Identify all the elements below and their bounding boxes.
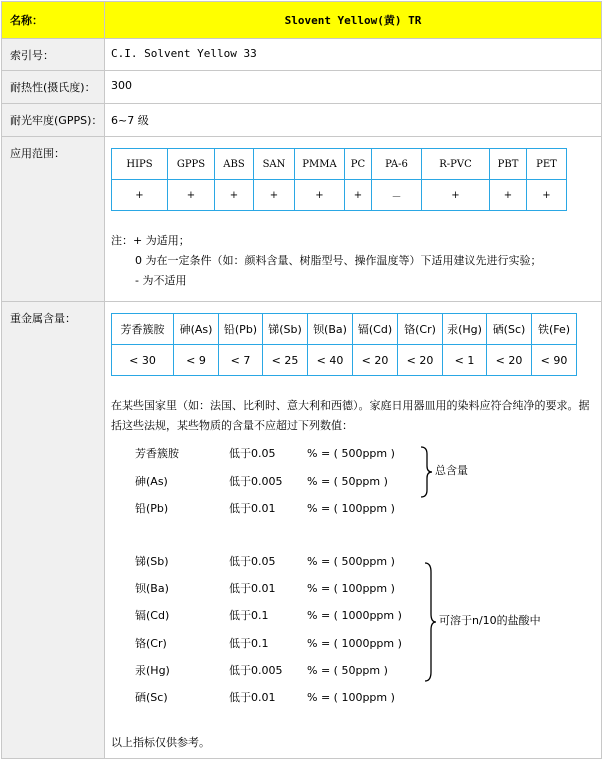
- app-value: +: [215, 180, 254, 211]
- header-row: [2, 2, 602, 39]
- metal-value: < 20: [487, 345, 532, 376]
- limit-ppm: % = ( 100ppm ): [307, 502, 395, 515]
- app-header: ABS: [215, 149, 254, 180]
- app-value: +: [422, 180, 490, 211]
- metal-header: 砷(As): [174, 314, 219, 345]
- app-value: +: [345, 180, 372, 211]
- light-row: [2, 104, 602, 137]
- metal-value: < 20: [353, 345, 398, 376]
- note-line: 注：+ 为适用；: [111, 234, 190, 247]
- brace-icon: [423, 562, 437, 682]
- app-value: －: [372, 180, 422, 211]
- app-value: +: [112, 180, 168, 211]
- metal-value: < 9: [174, 345, 219, 376]
- group-label-total: 总含量: [435, 464, 468, 477]
- limit-name: 汞(Hg): [135, 664, 170, 677]
- limit-value: 低于0.005: [229, 664, 283, 677]
- footer-note: 以上指标仅供参考。: [111, 736, 210, 749]
- limit-name: 铅(Pb): [135, 502, 169, 515]
- light-value: 6~7 级: [105, 104, 602, 137]
- spec-table: [1, 1, 602, 759]
- limit-value: 低于0.1: [229, 637, 269, 650]
- app-header: R-PVC: [422, 149, 490, 180]
- metals-table: [111, 313, 577, 376]
- brace-icon: [419, 446, 433, 498]
- limit-ppm: % = ( 1000ppm ): [307, 609, 402, 622]
- limit-name: 镉(Cd): [135, 609, 170, 622]
- limit-name: 砷(As): [135, 475, 168, 488]
- metal-value: < 20: [398, 345, 443, 376]
- note-line: - 为不适用: [135, 274, 187, 287]
- metal-value: < 25: [263, 345, 308, 376]
- metal-header: 硒(Sc): [487, 314, 532, 345]
- app-header: SAN: [254, 149, 295, 180]
- application-label: 应用范围：: [2, 137, 105, 302]
- index-row: [2, 39, 602, 71]
- limit-value: 低于0.005: [229, 475, 283, 488]
- app-header: PA-6: [372, 149, 422, 180]
- limit-ppm: % = ( 500ppm ): [307, 555, 395, 568]
- application-notes: [111, 231, 601, 291]
- product-title: Slovent Yellow(黄) TR: [105, 2, 602, 39]
- metal-value: < 90: [532, 345, 577, 376]
- metals-cell: [105, 302, 602, 759]
- metal-value: < 1: [443, 345, 487, 376]
- limit-value: 低于0.05: [229, 555, 276, 568]
- app-value: +: [168, 180, 215, 211]
- limit-value: 低于0.01: [229, 691, 276, 704]
- app-header: PC: [345, 149, 372, 180]
- limit-value: 低于0.01: [229, 582, 276, 595]
- app-header: PMMA: [295, 149, 345, 180]
- limits-list: [111, 444, 601, 726]
- limit-name: 硒(Sc): [135, 691, 168, 704]
- metal-header: 芳香簇胺: [112, 314, 174, 345]
- metals-header-row: [112, 314, 577, 345]
- limit-ppm: % = ( 1000ppm ): [307, 637, 402, 650]
- app-value: +: [295, 180, 345, 211]
- app-value: +: [527, 180, 567, 211]
- index-value: C.I. Solvent Yellow 33: [105, 39, 602, 71]
- limit-ppm: % = ( 100ppm ): [307, 691, 395, 704]
- regulation-paragraph: 在某些国家里（如：法国、比利时、意大利和西德）。家庭日用器皿用的染料应符合纯净的要求。据括这些法规，某些物质的含量不应超过下列数值：: [111, 399, 590, 432]
- app-header: PBT: [490, 149, 527, 180]
- heat-value: 300: [105, 71, 602, 104]
- application-header-row: [112, 149, 567, 180]
- metal-header: 铬(Cr): [398, 314, 443, 345]
- metals-label: 重金属含量：: [2, 302, 105, 759]
- limit-name: 钡(Ba): [135, 582, 169, 595]
- limit-value: 低于0.01: [229, 502, 276, 515]
- light-label: 耐光牢度(GPPS)：: [2, 104, 105, 137]
- metal-header: 锑(Sb): [263, 314, 308, 345]
- metal-header: 镉(Cd): [353, 314, 398, 345]
- metal-value: < 30: [112, 345, 174, 376]
- group-label-soluble: 可溶于n/10的盐酸中: [439, 614, 541, 627]
- limit-name: 锑(Sb): [135, 555, 169, 568]
- index-label: 索引号：: [2, 39, 105, 71]
- application-row: [2, 137, 602, 302]
- heat-row: [2, 71, 602, 104]
- note-line: 0 为在一定条件（如：颜料含量、树脂型号、操作温度等）下适用建议先进行实验；: [135, 254, 542, 267]
- metal-header: 铅(Pb): [219, 314, 263, 345]
- app-header: HIPS: [112, 149, 168, 180]
- app-value: +: [254, 180, 295, 211]
- name-label: 名称：: [2, 2, 105, 39]
- app-value: +: [490, 180, 527, 211]
- limit-ppm: % = ( 50ppm ): [307, 475, 388, 488]
- limit-name: 芳香簇胺: [135, 447, 179, 460]
- app-header: GPPS: [168, 149, 215, 180]
- metals-value-row: [112, 345, 577, 376]
- application-cell: [105, 137, 602, 302]
- metal-value: < 7: [219, 345, 263, 376]
- limit-name: 铬(Cr): [135, 637, 167, 650]
- metal-header: 汞(Hg): [443, 314, 487, 345]
- limit-ppm: % = ( 50ppm ): [307, 664, 388, 677]
- metals-row: [2, 302, 602, 759]
- limit-ppm: % = ( 100ppm ): [307, 582, 395, 595]
- limit-value: 低于0.1: [229, 609, 269, 622]
- metal-value: < 40: [308, 345, 353, 376]
- application-table: [111, 148, 567, 211]
- limit-value: 低于0.05: [229, 447, 276, 460]
- heat-label: 耐热性(摄氏度)：: [2, 71, 105, 104]
- limit-ppm: % = ( 500ppm ): [307, 447, 395, 460]
- metal-header: 铁(Fe): [532, 314, 577, 345]
- app-header: PET: [527, 149, 567, 180]
- metal-header: 钡(Ba): [308, 314, 353, 345]
- application-value-row: [112, 180, 567, 211]
